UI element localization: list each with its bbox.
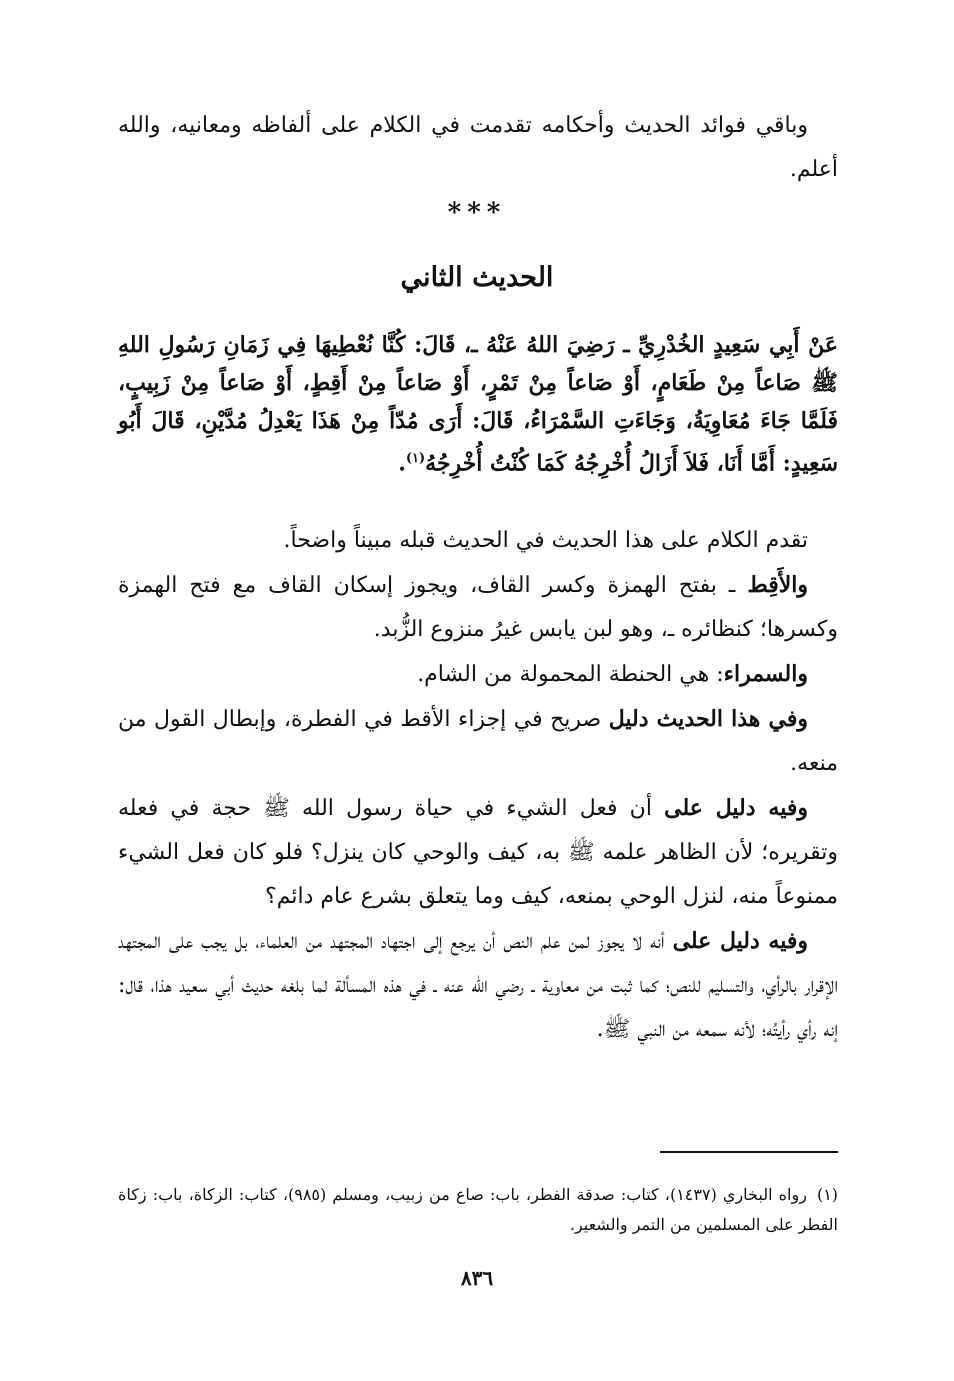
paragraph-lead: والسمراء (723, 661, 808, 687)
footnote-divider (660, 1151, 838, 1153)
paragraph-text: أنه لا يجوز لمن علم النص أن يرجع إلى اجتهاد المجتهد من العلماء، بل يجب على المجتهد الإقرار بالرأي، والتسليم للنص؛ كما ثبت من معاوية ـ رضي الله عنه ـ في هذه المسألة لما بلغه حديث أبي سعيد هذا، قال: إنه رأي رأيتُه؛ لأنه سمعه من النبي ﷺ. (118, 929, 838, 1042)
section-separator: *** (447, 198, 507, 228)
paragraph (118, 786, 838, 919)
paragraph (118, 697, 838, 786)
paragraph-text: : هي الحنطة المحمولة من الشام. (417, 662, 724, 687)
footnote-text: رواه البخاري (١٤٣٧)، كتاب: صدقة الفطر، باب: صاع من زبيب، ومسلم (٩٨٥)، كتاب: الزكاة، باب: زكاة الفطر على المسلمين من التمر والشعير. (118, 1185, 838, 1234)
paragraph (118, 518, 838, 563)
paragraph (118, 652, 838, 697)
intro-paragraph (118, 104, 838, 192)
hadith-body: عَنْ أَبِي سَعِيدٍ الخُدْرِيِّ ـ رَضِيَ اللهُ عَنْهُ ـ، قَالَ: كُنَّا نُعْطِيهَا فِي زَمَانِ رَسُولِ اللهِ ﷺ صَاعاً مِنْ طَعَامٍ، أَوْ صَاعاً مِنْ تَمْرٍ، أَوْ صَاعاً مِنْ أَقِطٍ، أَوْ صَاعاً مِنْ زَبِيبٍ، فَلَمَّا جَاءَ مُعَاوِيَةُ، وَجَاءَتِ السَّمْرَاءُ، قَالَ: أَرَى مُدّاً مِنْ هَذَا يَعْدِلُ مُدَّيْنِ، قَالَ أَبُو سَعِيدٍ: أَمَّا أَنَا، فَلاَ أَزَالُ أُخْرِجُهُ كَمَا كُنْتُ أُخْرِجُهُ (118, 332, 838, 477)
commentary (118, 518, 838, 1052)
paragraph (118, 919, 838, 1052)
paragraph-text: أن فعل الشيء في حياة رسول الله ﷺ حجة في فعله وتقريره؛ لأن الظاهر علمه ﷺ به، كيف والوحي كان ينزل؟ فلو كان فعل الشيء ممنوعاً منه، لنزل الوحي بمنعه، كيف وما يتعلق بشرع عام دائم؟ (118, 796, 838, 909)
paragraph-lead: وفيه دليل على (664, 795, 808, 821)
footnote (118, 1180, 838, 1240)
paragraph-text: تقدم الكلام على هذا الحديث في الحديث قبله مبيناً واضحاً. (283, 528, 808, 553)
footnote-reference: (١) (405, 451, 426, 466)
paragraph-text: صريح في إجزاء الأقط في الفطرة، وإبطال القول من منعه. (118, 707, 838, 776)
page-number: ٨٣٦ (460, 1266, 494, 1290)
footnote-number: (١) (816, 1185, 839, 1204)
paragraph (118, 563, 838, 652)
paragraph-lead: وفيه دليل على (672, 928, 808, 954)
hadith-text (118, 326, 838, 482)
section-title: الحديث الثاني (400, 262, 554, 293)
paragraph-lead: والأَقِط (747, 572, 808, 598)
hadith-end: . (398, 450, 406, 477)
paragraph-lead: وفي هذا الحديث دليل (608, 706, 808, 732)
intro-text: وباقي فوائد الحديث وأحكامه تقدمت في الكلام على ألفاظه ومعانيه، والله أعلم. (118, 113, 838, 182)
paragraph-text: ـ بفتح الهمزة وكسر القاف، ويجوز إسكان القاف مع فتح الهمزة وكسرها؛ كنظائره ـ، وهو لبن يابس غيرُ منزوع الزُّبد. (118, 573, 838, 642)
